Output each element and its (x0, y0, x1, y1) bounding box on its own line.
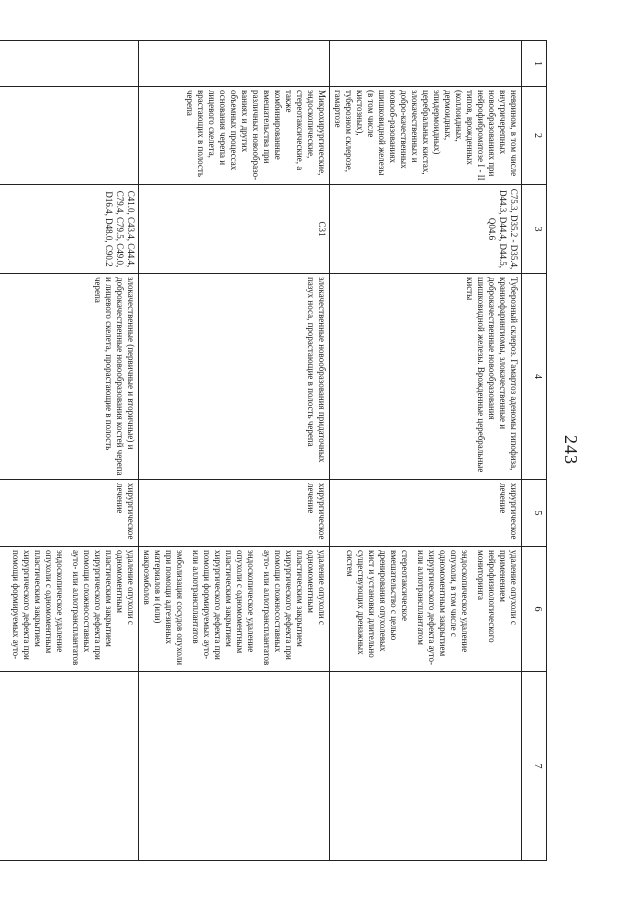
col-header-4: 4 (522, 274, 547, 480)
condition-cell: Микрохирургические, эндоскопические, стереотаксические, а также комбинированные вмешательства при различных новообразо-ваниях и других объемных процессах основания черепа и лицевого скелета, врастающих в полость черепа (139, 87, 330, 185)
rotated-page (11, 40, 583, 860)
empty-cell (330, 672, 522, 861)
treatment-type-cell: хирургическое лечение (330, 480, 522, 547)
method-item: эмболизация сосудов опухоли при помощи адгезивных материалов и (или) макроэмболов (142, 550, 185, 666)
condition-cell: неврином, в том числе внутричерепных новообразованиях при нейрофиброматозе I - II типов, врожденных (коллоидных, дермоидных, эпидермоидных) церебральных кистах, злокачественных и добро-качественных новооб-разованиях шишковидной железы (в том числе кистозных), туберозном склерозе, гамартозе (330, 87, 522, 185)
icd-codes-cell: C31 (139, 185, 330, 274)
header-row (522, 41, 547, 861)
method-item: эндоскопическое удаление опухоли, в том числе с одномоментным закрытием хирургического дефекта ауто- или аллотрансплантатом (416, 550, 470, 665)
row-number-cell (139, 41, 330, 87)
method-cell (0, 547, 139, 672)
page-number: 243 (561, 435, 581, 465)
table-row (139, 41, 330, 861)
col-header-7: 7 (522, 672, 547, 861)
table-row (330, 41, 522, 861)
col-header-6: 6 (522, 547, 547, 672)
empty-cell (139, 672, 330, 861)
patient-model-cell: Туберозный склероз. Гамартоз аденомы гипофиза, краниофарингиомы, злокачественные и доброкачественные новообразования шишковидной железы. Врожденные церебральные кисты (330, 274, 522, 480)
method-item: удаление опухоли с применением нейрофизиологического мониторинга (476, 550, 519, 643)
method-item: стереотаксическое вмешательство с целью дренирования опухолевых кист и установки длительно существующих дренажных систем (345, 550, 410, 658)
treatment-type-cell: хирургическое лечение (139, 480, 330, 547)
method-item: удаление опухоли с одномоментным пластическим закрытием хирургического дефекта при помощи сложносоставных ауто- или аллотрансплантатов (262, 550, 327, 666)
col-header-3: 3 (522, 185, 547, 274)
treatment-type-cell: хирургическое лечение (0, 480, 139, 547)
method-item: удаление опухоли с одномоментным пластическим закрытием хирургического дефекта при помощи сложносоставных ауто- или аллотрансплантатов (71, 550, 136, 666)
patient-model-cell: злокачественные новообразования придаточных пазух носа, прорастающие в полость черепа (139, 274, 330, 480)
row-number-cell (0, 41, 139, 87)
row-number-cell (330, 41, 522, 87)
col-header-1: 1 (522, 41, 547, 87)
col-header-2: 2 (522, 87, 547, 185)
method-cell (139, 547, 330, 672)
icd-codes-cell: C41.0, C43.4, C44.4, C79.4, C79.5, C49.0, D16.4, D48.0, C90.2 (0, 185, 139, 274)
method-item: эндоскопическое удаление опухоли с одномоментным пластическим закрытием хирургического дефекта при помощи формируемых ауто- (11, 550, 65, 660)
empty-cell (0, 672, 139, 861)
medical-procedures-table (0, 40, 547, 861)
method-cell (330, 547, 522, 672)
table-row (0, 41, 139, 861)
col-header-5: 5 (522, 480, 547, 547)
condition-cell (0, 87, 139, 185)
icd-codes-cell: C75.3, D35.2 - D35.4, D44.3, D44.4, D44.5, Q04.6 (330, 185, 522, 274)
patient-model-cell: злокачественные (первичные и вторичные) и доброкачественные новообразования костей черепа и лицевого скелета, прорастающие в полость черепа (0, 274, 139, 480)
method-item: эндоскопическое удаление опухоли с одномоментным пластическим закрытием хирургического дефекта при помощи формируемых ауто- или аллотрансплантатов (191, 550, 256, 660)
